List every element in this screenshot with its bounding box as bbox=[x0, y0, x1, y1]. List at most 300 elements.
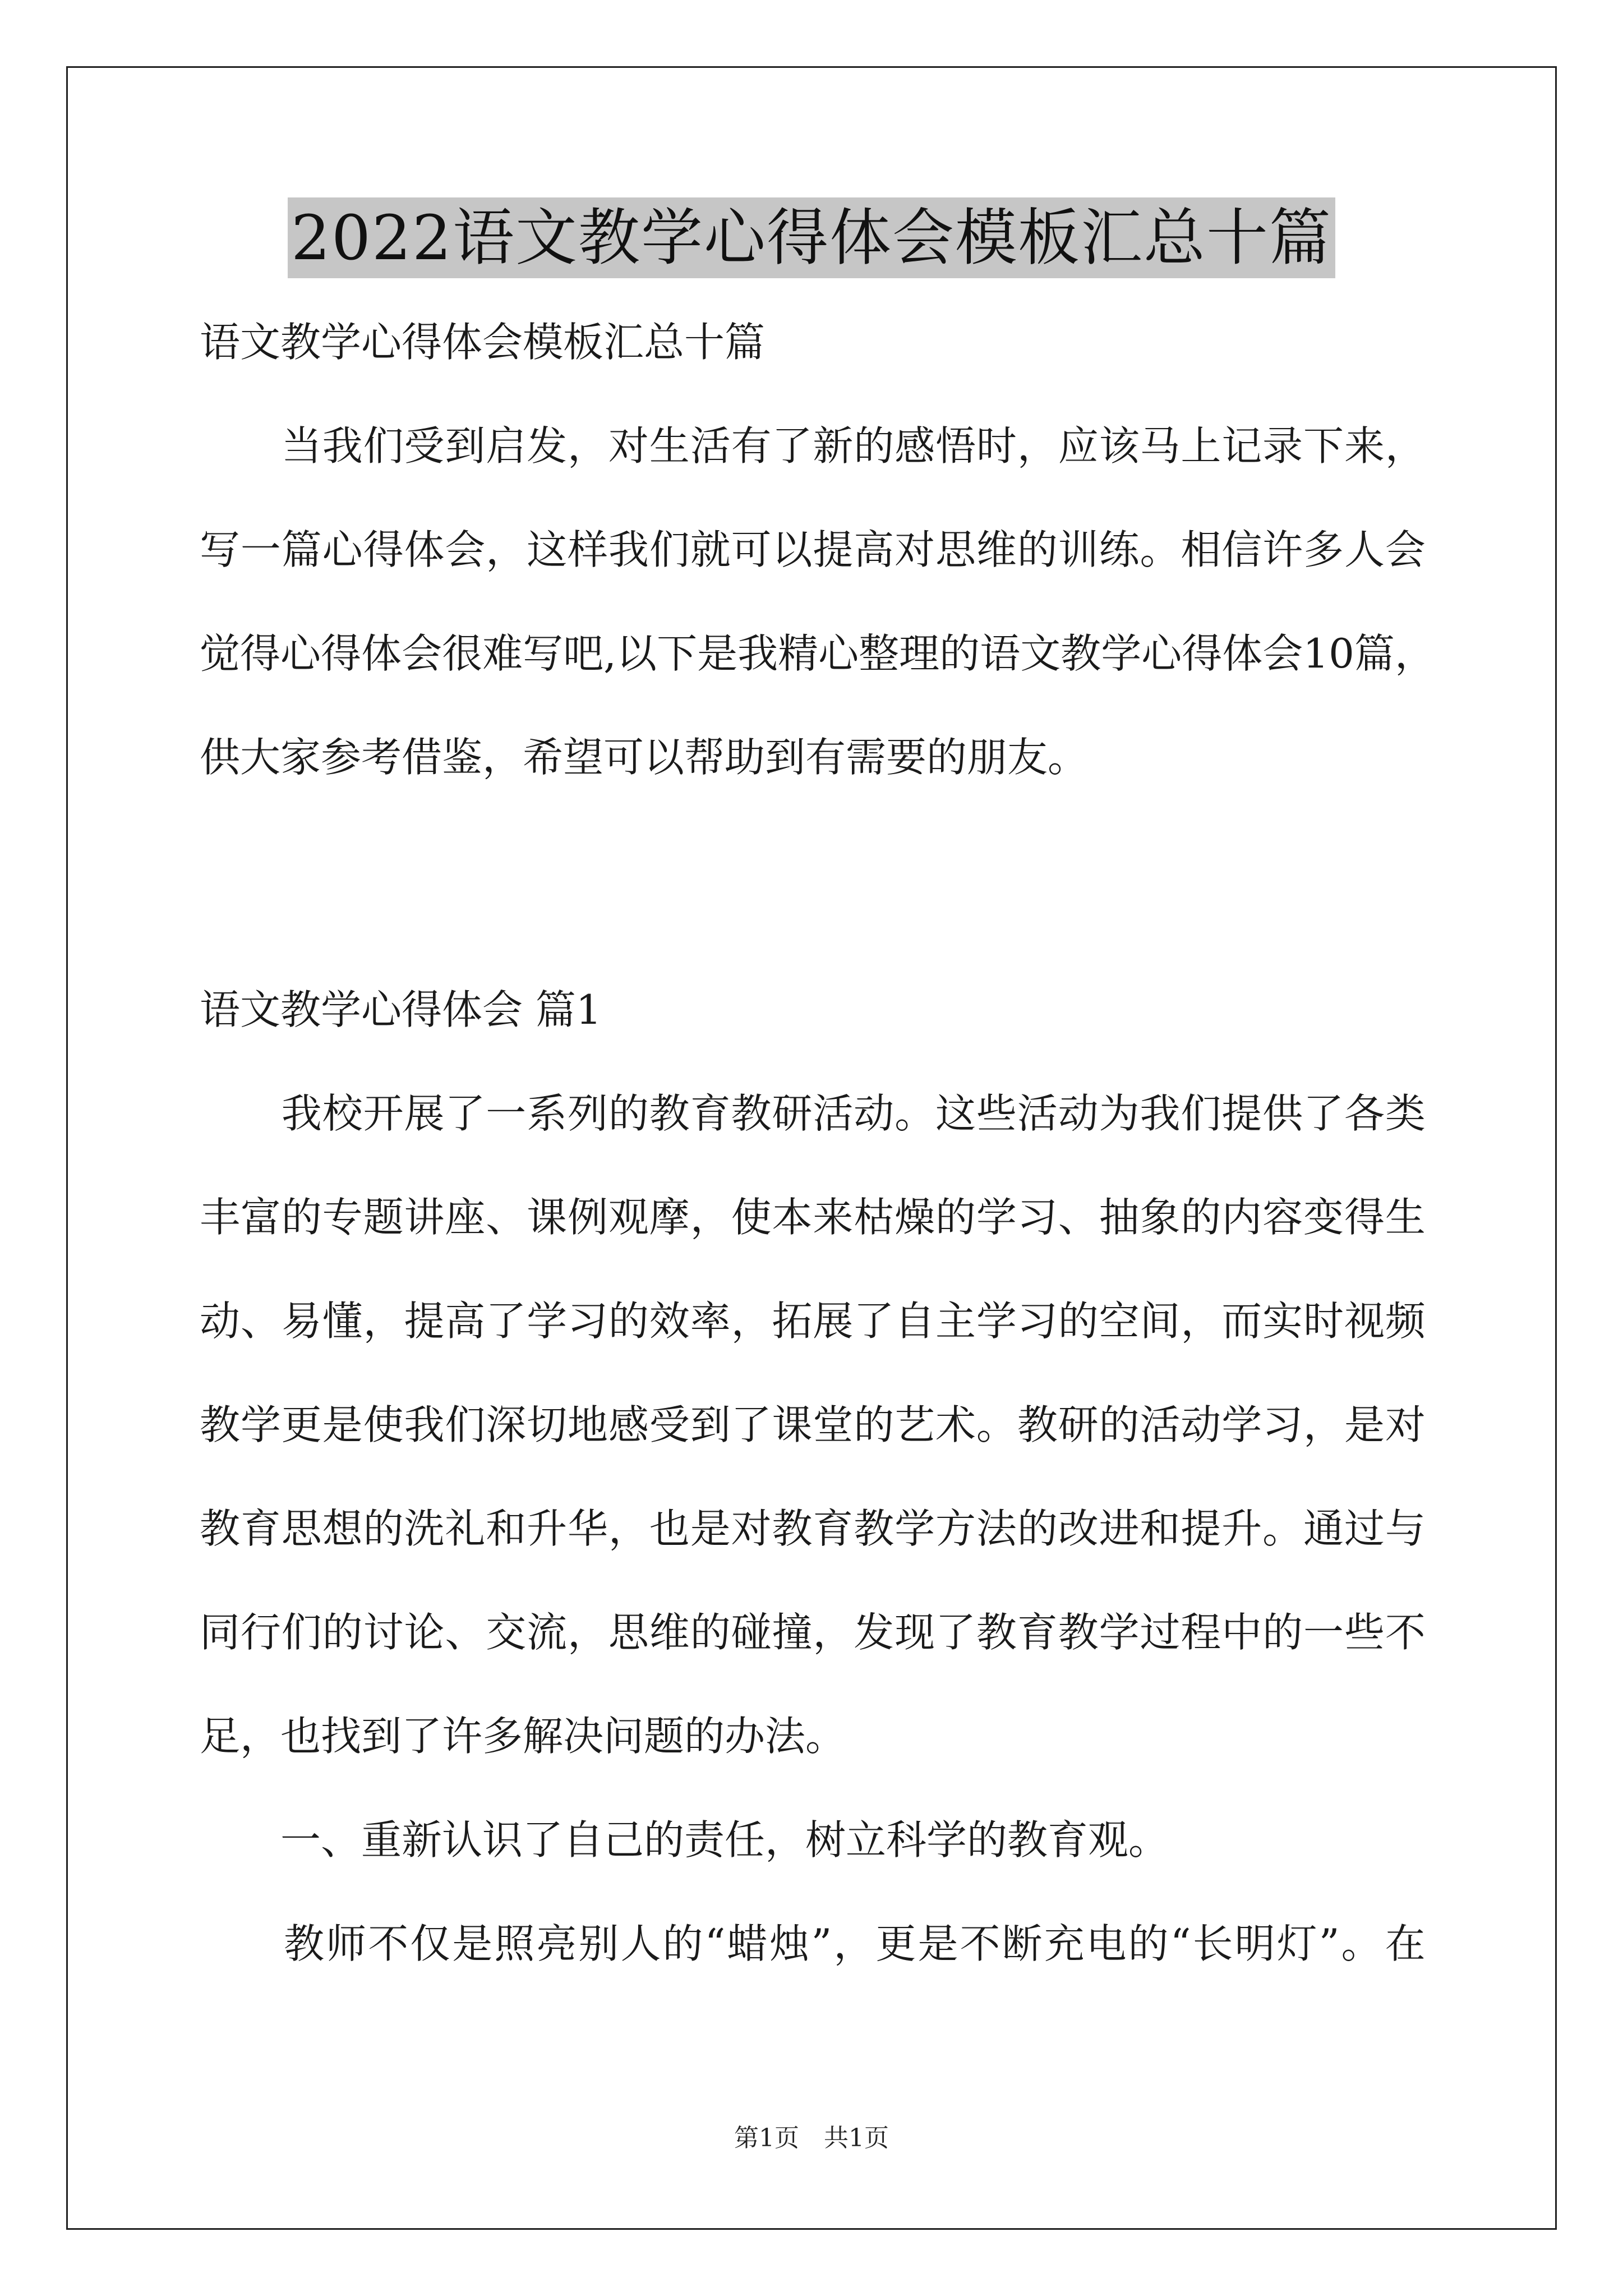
line-glyph: 方 bbox=[935, 1505, 976, 1552]
line-glyph: 以 bbox=[616, 630, 657, 677]
line-glyph: 一 bbox=[1303, 1609, 1344, 1656]
page-border bbox=[66, 66, 1557, 2230]
line-glyph: 自 bbox=[895, 1297, 935, 1345]
line-glyph: 内 bbox=[1221, 1194, 1262, 1241]
line-glyph: 各 bbox=[1344, 1090, 1385, 1137]
line-glyph: ， bbox=[1394, 630, 1435, 677]
line-glyph: 生 bbox=[1385, 1194, 1426, 1241]
line-glyph: 育 bbox=[813, 1505, 854, 1552]
line-glyph: ” bbox=[1318, 1920, 1340, 1967]
line-glyph: 育 bbox=[1017, 1609, 1058, 1656]
line-glyph: 燥 bbox=[895, 1194, 935, 1241]
line-glyph: 观 bbox=[608, 1194, 649, 1241]
line-glyph: 的 bbox=[1181, 1194, 1221, 1241]
line-glyph: 变 bbox=[1303, 1194, 1344, 1241]
line-glyph: 人 bbox=[620, 1920, 661, 1967]
line-glyph: 。 bbox=[1341, 1920, 1382, 1967]
line-glyph: 的 bbox=[854, 1401, 895, 1448]
line-glyph: 对 bbox=[731, 1505, 772, 1552]
line-glyph: 我 bbox=[281, 1090, 322, 1137]
line-glyph: 类 bbox=[1385, 1090, 1426, 1137]
line-glyph: 我 bbox=[737, 630, 778, 677]
line-glyph: 上 bbox=[1181, 422, 1221, 470]
line-glyph: 我 bbox=[1140, 1090, 1181, 1137]
line-glyph: 通 bbox=[1303, 1505, 1344, 1552]
body-line bbox=[200, 1189, 1426, 1245]
line-glyph: 的 bbox=[322, 1609, 363, 1656]
line-glyph: 了 bbox=[935, 1609, 976, 1656]
line-glyph: ， bbox=[690, 1194, 731, 1241]
intro-line bbox=[200, 418, 1426, 474]
line-glyph: 和 bbox=[486, 1505, 527, 1552]
line-glyph: 的 bbox=[281, 1194, 322, 1241]
line-glyph: 录 bbox=[1262, 422, 1303, 470]
line-glyph: 对 bbox=[895, 526, 935, 573]
line-glyph: 的 bbox=[939, 630, 980, 677]
line-glyph: 视 bbox=[1344, 1297, 1385, 1345]
line-glyph: ， bbox=[568, 1609, 608, 1656]
line-glyph: 提 bbox=[404, 1297, 445, 1345]
line-glyph: 有 bbox=[731, 422, 772, 470]
line-glyph: 开 bbox=[363, 1090, 404, 1137]
line-glyph: 教 bbox=[284, 1920, 325, 1967]
line-glyph: 整 bbox=[859, 630, 900, 677]
line-glyph: 、 bbox=[240, 1297, 281, 1345]
body-line bbox=[200, 1604, 1426, 1660]
line-glyph: “ bbox=[704, 1920, 726, 1967]
line-glyph: 是 bbox=[690, 1505, 731, 1552]
line-glyph: 教 bbox=[649, 1090, 690, 1137]
line-glyph: 深 bbox=[486, 1401, 527, 1448]
line-glyph: 了 bbox=[1303, 1090, 1344, 1137]
line-glyph: 学 bbox=[527, 1297, 568, 1345]
line-glyph: 长 bbox=[1192, 1920, 1233, 1967]
line-glyph: 地 bbox=[568, 1401, 608, 1448]
line-glyph: 过 bbox=[1344, 1505, 1385, 1552]
line-glyph: ， bbox=[363, 1297, 404, 1345]
line-glyph: 生 bbox=[649, 422, 690, 470]
line-glyph: 使 bbox=[731, 1194, 772, 1241]
line-glyph: 的 bbox=[1262, 1609, 1303, 1656]
line-glyph: 展 bbox=[813, 1297, 854, 1345]
line-glyph: 相 bbox=[1181, 526, 1221, 573]
line-glyph: 更 bbox=[281, 1401, 322, 1448]
line-glyph: 样 bbox=[568, 526, 608, 573]
line-glyph: 体 bbox=[361, 630, 402, 677]
line-glyph: ， bbox=[486, 526, 527, 573]
line-glyph: 感 bbox=[608, 1401, 649, 1448]
line-glyph bbox=[242, 1916, 282, 1972]
line-glyph: 动 bbox=[1058, 1090, 1099, 1137]
line-glyph: 撞 bbox=[772, 1609, 813, 1656]
line-glyph: 是 bbox=[1344, 1401, 1385, 1448]
intro-line bbox=[200, 625, 1435, 682]
line-glyph: 思 bbox=[935, 526, 976, 573]
line-glyph: 体 bbox=[404, 526, 445, 573]
line-glyph: 教 bbox=[731, 1090, 772, 1137]
line-glyph: , bbox=[603, 630, 617, 677]
line-glyph: 抽 bbox=[1099, 1194, 1140, 1241]
line-glyph: 术 bbox=[935, 1401, 976, 1448]
line-glyph: 而 bbox=[1221, 1297, 1262, 1345]
line-glyph: 得 bbox=[240, 630, 281, 677]
line-glyph: 提 bbox=[813, 526, 854, 573]
line-glyph: 系 bbox=[527, 1090, 568, 1137]
line-glyph: ， bbox=[1017, 422, 1058, 470]
line-glyph: 拓 bbox=[772, 1297, 813, 1345]
line-glyph: 、 bbox=[445, 1609, 486, 1656]
line-glyph: 我 bbox=[404, 1401, 445, 1448]
line-glyph: 碰 bbox=[731, 1609, 772, 1656]
line-glyph: 供 bbox=[1262, 1090, 1303, 1137]
line-glyph: 。 bbox=[1140, 526, 1181, 573]
line-glyph: 课 bbox=[772, 1401, 813, 1448]
line-glyph: 写 bbox=[200, 526, 241, 573]
document-title: 2022语文教学心得体会模板汇总十篇 bbox=[288, 197, 1335, 278]
line-glyph: 座 bbox=[445, 1194, 486, 1241]
line-glyph: 交 bbox=[486, 1609, 527, 1656]
line-glyph: 华 bbox=[568, 1505, 608, 1552]
line-glyph: 展 bbox=[404, 1090, 445, 1137]
line-glyph: 高 bbox=[854, 526, 895, 573]
line-glyph: 亮 bbox=[536, 1920, 577, 1967]
line-glyph: 对 bbox=[608, 422, 649, 470]
line-glyph: 学 bbox=[240, 1401, 281, 1448]
line-glyph: 洗 bbox=[404, 1505, 445, 1552]
line-glyph: 发 bbox=[854, 1609, 895, 1656]
line-glyph: ” bbox=[811, 1920, 832, 1967]
line-glyph: 就 bbox=[690, 526, 731, 573]
line-glyph: 教 bbox=[1017, 1401, 1058, 1448]
line-glyph: 一 bbox=[486, 1090, 527, 1137]
line-glyph: 马 bbox=[1140, 422, 1181, 470]
line-glyph: 下 bbox=[657, 630, 698, 677]
line-glyph: 。 bbox=[895, 1090, 935, 1137]
line-glyph: 维 bbox=[649, 1609, 690, 1656]
line-glyph: 校 bbox=[322, 1090, 363, 1137]
line-glyph: 使 bbox=[363, 1401, 404, 1448]
line-glyph: 空 bbox=[1099, 1297, 1140, 1345]
line-glyph: 与 bbox=[1385, 1505, 1426, 1552]
line-glyph: 思 bbox=[608, 1609, 649, 1656]
line-glyph: 篇 bbox=[1354, 630, 1395, 677]
line-glyph: 频 bbox=[1385, 1297, 1426, 1345]
line-glyph: 受 bbox=[649, 1401, 690, 1448]
line-glyph: 充 bbox=[1044, 1920, 1085, 1967]
line-glyph: 法 bbox=[976, 1505, 1017, 1552]
line-glyph: 了 bbox=[445, 1090, 486, 1137]
line-glyph: 和 bbox=[1140, 1505, 1181, 1552]
line-glyph: 新 bbox=[813, 422, 854, 470]
line-glyph: ， bbox=[568, 422, 608, 470]
line-glyph: 文 bbox=[1020, 630, 1061, 677]
line-glyph: 仅 bbox=[410, 1920, 451, 1967]
line-glyph: 了 bbox=[772, 422, 813, 470]
line-glyph: 的 bbox=[363, 1505, 404, 1552]
line-glyph bbox=[241, 1085, 281, 1142]
line-glyph: 切 bbox=[527, 1401, 568, 1448]
line-glyph: 感 bbox=[895, 422, 935, 470]
line-glyph: 也 bbox=[649, 1505, 690, 1552]
line-glyph: 人 bbox=[1344, 526, 1385, 573]
line-glyph: 实 bbox=[1262, 1297, 1303, 1345]
line-glyph: 断 bbox=[1002, 1920, 1043, 1967]
line-glyph: 别 bbox=[578, 1920, 619, 1967]
line-glyph: ， bbox=[1303, 1401, 1344, 1448]
line-glyph: 主 bbox=[935, 1297, 976, 1345]
line-glyph bbox=[200, 418, 240, 474]
line-glyph: 学 bbox=[1221, 1401, 1262, 1448]
line-glyph: 活 bbox=[1140, 1401, 1181, 1448]
line-glyph: 一 bbox=[240, 526, 281, 573]
line-glyph: 们 bbox=[363, 422, 404, 470]
line-glyph: 可 bbox=[731, 526, 772, 573]
line-glyph: “ bbox=[1170, 1920, 1191, 1967]
document-subtitle: 语文教学心得体会模板汇总十篇 bbox=[200, 319, 766, 366]
line-glyph: 们 bbox=[445, 1401, 486, 1448]
line-glyph: 、 bbox=[486, 1194, 527, 1241]
line-glyph: 启 bbox=[486, 422, 527, 470]
line-glyph: 教 bbox=[976, 1609, 1017, 1656]
line-glyph: 育 bbox=[690, 1090, 731, 1137]
line-glyph: 行 bbox=[240, 1609, 281, 1656]
line-glyph: 心 bbox=[818, 630, 859, 677]
line-glyph: 的 bbox=[854, 422, 895, 470]
line-glyph: 发 bbox=[527, 422, 568, 470]
line-glyph bbox=[200, 1085, 240, 1142]
line-glyph: 是 bbox=[917, 1920, 958, 1967]
line-glyph: 的 bbox=[1017, 526, 1058, 573]
line-glyph: 蜡 bbox=[727, 1920, 768, 1967]
line-glyph: 多 bbox=[1303, 526, 1344, 573]
line-glyph: 记 bbox=[1221, 422, 1262, 470]
line-glyph: 的 bbox=[608, 1297, 649, 1345]
line-glyph: 教 bbox=[854, 1505, 895, 1552]
line-glyph: 思 bbox=[281, 1505, 322, 1552]
line-glyph: 动 bbox=[1181, 1401, 1221, 1448]
line-glyph: 习 bbox=[1017, 1194, 1058, 1241]
line-glyph: 例 bbox=[568, 1194, 608, 1241]
line-glyph: 现 bbox=[895, 1609, 935, 1656]
line-glyph: 会 bbox=[402, 630, 442, 677]
line-glyph: 的 bbox=[935, 1194, 976, 1241]
line-glyph: 易 bbox=[281, 1297, 322, 1345]
line-glyph: 体 bbox=[1222, 630, 1263, 677]
line-glyph: 来 bbox=[813, 1194, 854, 1241]
line-glyph: 写 bbox=[523, 630, 564, 677]
line-glyph: 教 bbox=[772, 1505, 813, 1552]
line-glyph: 为 bbox=[1099, 1090, 1140, 1137]
line-glyph: 程 bbox=[1181, 1609, 1221, 1656]
line-glyph: 研 bbox=[772, 1090, 813, 1137]
line-glyph: 的 bbox=[690, 1609, 731, 1656]
line-glyph: 得 bbox=[1182, 630, 1223, 677]
line-glyph: 。 bbox=[1262, 1505, 1303, 1552]
line-glyph: 懂 bbox=[322, 1297, 363, 1345]
line-glyph: 教 bbox=[200, 1505, 241, 1552]
line-glyph: 间 bbox=[1140, 1297, 1181, 1345]
body-line bbox=[200, 1293, 1426, 1349]
line-glyph: 时 bbox=[976, 422, 1017, 470]
line-glyph: 维 bbox=[976, 526, 1017, 573]
line-glyph: 我 bbox=[322, 422, 363, 470]
line-glyph: ， bbox=[1181, 1297, 1221, 1345]
line-glyph: 们 bbox=[1181, 1090, 1221, 1137]
line-glyph: 心 bbox=[1141, 630, 1182, 677]
line-glyph: 活 bbox=[690, 422, 731, 470]
line-glyph: 的 bbox=[1099, 1401, 1140, 1448]
line-glyph: 些 bbox=[976, 1090, 1017, 1137]
line-glyph: 到 bbox=[445, 422, 486, 470]
line-glyph: ， bbox=[731, 1297, 772, 1345]
line-glyph: 会 bbox=[1262, 630, 1303, 677]
line-glyph: 活 bbox=[813, 1090, 854, 1137]
line-glyph: 了 bbox=[731, 1401, 772, 1448]
page-footer: 第1页 共1页 bbox=[734, 2124, 889, 2152]
line-glyph: 丰 bbox=[200, 1194, 241, 1241]
line-glyph: 许 bbox=[1262, 526, 1303, 573]
line-glyph: 进 bbox=[1099, 1505, 1140, 1552]
line-glyph: 电 bbox=[1086, 1920, 1127, 1967]
line-glyph: ， bbox=[608, 1505, 649, 1552]
line-glyph: 学 bbox=[895, 1505, 935, 1552]
line-glyph: 。 bbox=[976, 1401, 1017, 1448]
line-glyph: ， bbox=[833, 1920, 874, 1967]
line-glyph: 教 bbox=[1061, 630, 1101, 677]
line-glyph: 高 bbox=[445, 1297, 486, 1345]
line-glyph: 师 bbox=[326, 1920, 367, 1967]
line-glyph: 的 bbox=[1128, 1920, 1169, 1967]
line-glyph: 不 bbox=[368, 1920, 409, 1967]
line-glyph: 学 bbox=[1101, 630, 1142, 677]
body-line: 足，也找到了许多解决问题的办法。 bbox=[200, 1713, 846, 1760]
line-glyph: 明 bbox=[1234, 1920, 1275, 1967]
line-glyph: 该 bbox=[1099, 422, 1140, 470]
line-glyph: 艺 bbox=[895, 1401, 935, 1448]
body-line bbox=[200, 1501, 1426, 1557]
line-glyph: 列 bbox=[568, 1090, 608, 1137]
line-glyph bbox=[200, 1916, 240, 1972]
line-glyph: 得 bbox=[321, 630, 362, 677]
line-glyph: 习 bbox=[568, 1297, 608, 1345]
line-glyph: 吧 bbox=[563, 630, 604, 677]
line-glyph: 本 bbox=[772, 1194, 813, 1241]
line-glyph: 篇 bbox=[281, 526, 322, 573]
line-glyph: 更 bbox=[875, 1920, 916, 1967]
line-glyph: 这 bbox=[935, 1090, 976, 1137]
line-glyph: 论 bbox=[404, 1609, 445, 1656]
line-glyph: 了 bbox=[854, 1297, 895, 1345]
line-glyph: 得 bbox=[363, 526, 404, 573]
intro-line: 供大家参考借鉴，希望可以帮助到有需要的朋友。 bbox=[200, 734, 1089, 781]
line-glyph: 想 bbox=[322, 1505, 363, 1552]
line-glyph: 以 bbox=[772, 526, 813, 573]
line-glyph: 教 bbox=[1058, 1609, 1099, 1656]
line-glyph: 不 bbox=[960, 1920, 1000, 1967]
intro-line bbox=[200, 522, 1426, 578]
line-glyph: 会 bbox=[1385, 526, 1426, 573]
line-glyph: 流 bbox=[527, 1609, 568, 1656]
line-glyph: 升 bbox=[527, 1505, 568, 1552]
line-glyph: 们 bbox=[649, 526, 690, 573]
body-line bbox=[200, 1085, 1426, 1142]
line-glyph: 对 bbox=[1385, 1401, 1426, 1448]
title-container bbox=[0, 197, 1623, 278]
line-glyph: 育 bbox=[240, 1505, 281, 1552]
line-glyph: 灯 bbox=[1276, 1920, 1317, 1967]
line-glyph: 时 bbox=[1303, 1297, 1344, 1345]
line-glyph: 这 bbox=[527, 526, 568, 573]
line-glyph: 课 bbox=[527, 1194, 568, 1241]
line-glyph: 受 bbox=[404, 422, 445, 470]
line-glyph: 堂 bbox=[813, 1401, 854, 1448]
line-glyph: 教 bbox=[200, 1401, 241, 1448]
line-glyph: 效 bbox=[649, 1297, 690, 1345]
line-glyph: 象 bbox=[1140, 1194, 1181, 1241]
line-glyph: 很 bbox=[442, 630, 483, 677]
line-glyph: 到 bbox=[690, 1401, 731, 1448]
line-glyph: 们 bbox=[281, 1609, 322, 1656]
line-glyph: 10 bbox=[1303, 630, 1354, 677]
line-glyph: 的 bbox=[1017, 1505, 1058, 1552]
line-glyph: 动 bbox=[854, 1090, 895, 1137]
line-glyph: 觉 bbox=[200, 630, 241, 677]
line-glyph: 烛 bbox=[769, 1920, 810, 1967]
line-glyph: 我 bbox=[608, 526, 649, 573]
line-glyph: 在 bbox=[1385, 1920, 1426, 1967]
section-heading: 语文教学心得体会 篇1 bbox=[200, 986, 602, 1033]
line-glyph: 率 bbox=[690, 1297, 731, 1345]
body-line bbox=[200, 1916, 1426, 1972]
body-line bbox=[200, 1397, 1426, 1453]
line-glyph: 讲 bbox=[404, 1194, 445, 1241]
line-glyph: 训 bbox=[1058, 526, 1099, 573]
line-glyph: 习 bbox=[1262, 1401, 1303, 1448]
line-glyph: 会 bbox=[445, 526, 486, 573]
line-glyph: 是 bbox=[697, 630, 738, 677]
line-glyph: 研 bbox=[1058, 1401, 1099, 1448]
line-glyph: 中 bbox=[1221, 1609, 1262, 1656]
line-glyph: 升 bbox=[1221, 1505, 1262, 1552]
line-glyph: 活 bbox=[1017, 1090, 1058, 1137]
line-glyph: 应 bbox=[1058, 422, 1099, 470]
line-glyph: 当 bbox=[281, 422, 322, 470]
line-glyph: 改 bbox=[1058, 1505, 1099, 1552]
line-glyph: 题 bbox=[363, 1194, 404, 1241]
line-glyph: 理 bbox=[899, 630, 940, 677]
line-glyph: ， bbox=[813, 1609, 854, 1656]
line-glyph: 些 bbox=[1344, 1609, 1385, 1656]
line-glyph bbox=[241, 418, 281, 474]
line-glyph: 来 bbox=[1344, 422, 1385, 470]
line-glyph: 的 bbox=[1058, 1297, 1099, 1345]
line-glyph: ， bbox=[1385, 422, 1426, 470]
line-glyph: 枯 bbox=[854, 1194, 895, 1241]
line-glyph: 心 bbox=[322, 526, 363, 573]
line-glyph: 是 bbox=[452, 1920, 493, 1967]
line-glyph: 提 bbox=[1181, 1505, 1221, 1552]
line-glyph: 照 bbox=[494, 1920, 535, 1967]
line-glyph: 礼 bbox=[445, 1505, 486, 1552]
line-glyph: 学 bbox=[1099, 1609, 1140, 1656]
line-glyph: 动 bbox=[200, 1297, 241, 1345]
line-glyph: 的 bbox=[608, 1090, 649, 1137]
line-glyph: 是 bbox=[322, 1401, 363, 1448]
line-glyph: 讨 bbox=[363, 1609, 404, 1656]
line-glyph: 、 bbox=[1058, 1194, 1099, 1241]
line-glyph: 语 bbox=[980, 630, 1021, 677]
line-glyph: 专 bbox=[322, 1194, 363, 1241]
